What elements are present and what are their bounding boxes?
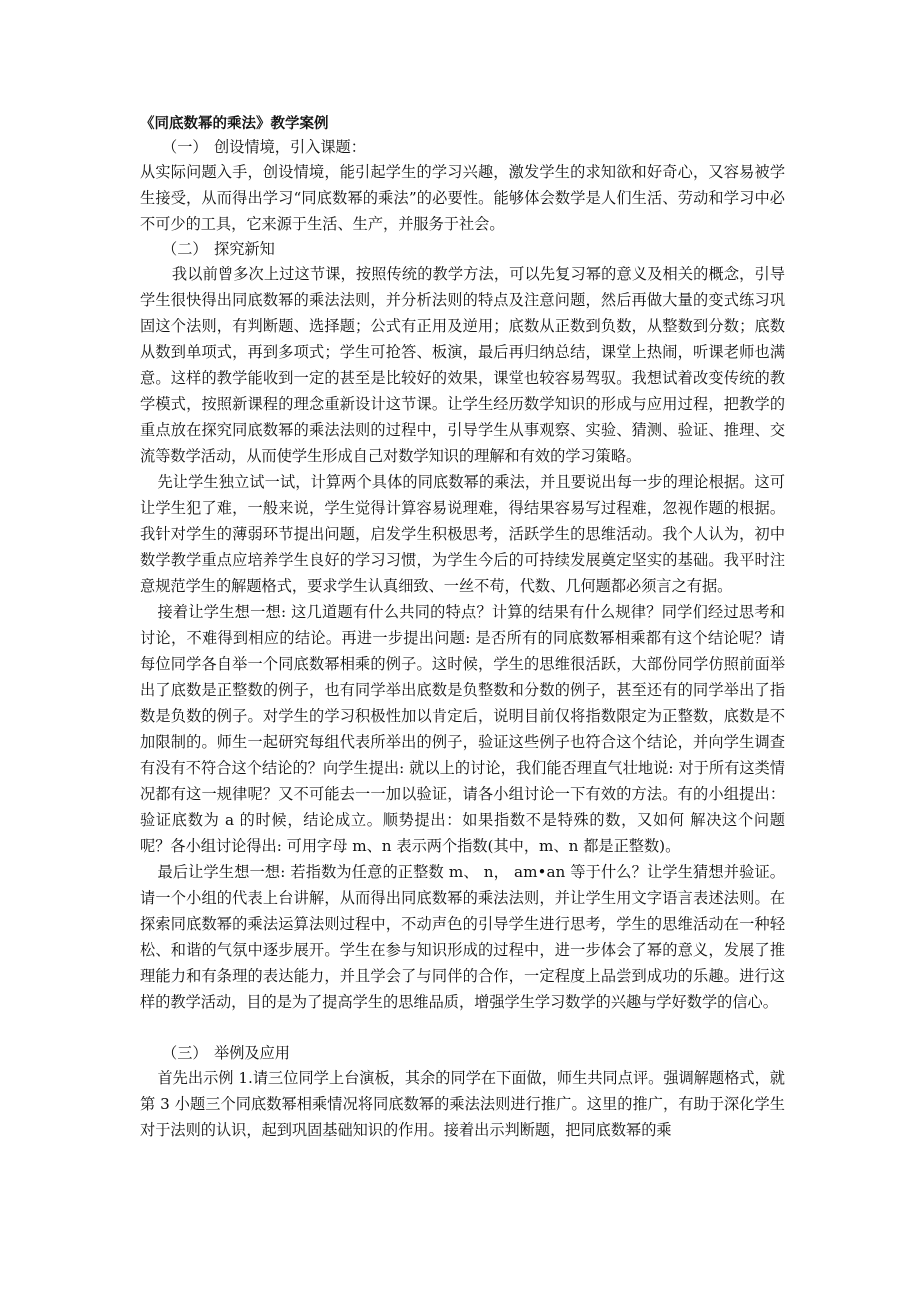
section-3-title: 举例及应用 xyxy=(214,1044,290,1062)
document-page xyxy=(140,113,785,1143)
section-2-title: 探究新知 xyxy=(214,240,275,258)
spacer xyxy=(140,1015,785,1041)
section-2-heading xyxy=(140,237,785,261)
section-2-paragraph-2: 先让学生独立试一试，计算两个具体的同底数幂的乘法，并且要说出每一步的理论根据。这可让学生犯了难，一般来说，学生觉得计算容易说理难，得结果容易写过程难，忽视作题的根据。我针对学生的薄弱环节提出问题，启发学生积极思考，活跃学生的思维活动。我个人认为，初中数学教学重点应培养学生良好的学习习惯，为学生今后的可持续发展奠定坚实的基础。我平时注意规范学生的解题格式，要求学生认真细致、一丝不苟，代数、几何题都必须言之有据。 xyxy=(140,473,785,595)
section-1-number: （一） xyxy=(162,138,208,156)
section-3-number: （三） xyxy=(162,1044,208,1062)
section-2-paragraph-3: 接着让学生想一想: 这几道题有什么共同的特点？计算的结果有什么规律？同学们经过思考和讨论，不难得到相应的结论。再进一步提出问题: 是否所有的同底数幂相乘都有这个结论呢？请每位同学各自举一个同底数幂相乘的例子。这时候，学生的思维很活跃，大部份同学仿照前面举出了底数是正整数的例子，也有同学举出底数是负整数和分数的例子，甚至还有的同学举出了指数是负数的例子。对学生的学习积极性加以肯定后，说明目前仅将指数限定为正整数，底数是不加限制的。师生一起研究每组代表所举出的例子，验证这些例子也符合这个结论，并向学生调查有没有不符合这个结论的？向学生提出: 就以上的讨论，我们能否理直气壮地说: 对于所有这类情况都有这一规律呢？又不可能去一一加以验证，请各小组讨论一下有效的方法。有的小组提出：验证底数为 a 的时候，结论成立。顺势提出：如果指数不是特殊的数，又如何 解决这个问题呢？各小组讨论得出: 可用字母 m、n 表示两个指数(其中，m、n 都是正整数)。 xyxy=(140,603,785,855)
section-3-heading xyxy=(140,1041,785,1065)
section-2-number: （二） xyxy=(162,240,208,258)
section-3-paragraph-1: 首先出示例 1.请三位同学上台演板，其余的同学在下面做，师生共同点评。强调解题格式，就第 3 小题三个同底数幂相乘情况将同底数幂的乘法法则进行推广。这里的推广，有助于深化学生对于法则的认识，起到巩固基础知识的作用。接着出示判断题，把同底数幂的乘 xyxy=(140,1069,785,1139)
section-1-paragraph-1: 从实际问题入手，创设情境，能引起学生的学习兴趣，激发学生的求知欲和好奇心，又容易被学生接受，从而得出学习“同底数幂的乘法”的必要性。能够体会数学是人们生活、劳动和学习中必不可少的工具，它来源于生活、生产，并服务于社会。 xyxy=(140,163,785,233)
section-2-paragraph-1: 我以前曾多次上过这节课，按照传统的教学方法，可以先复习幂的意义及相关的概念，引导学生很快得出同底数幂的乘法法则，并分析法则的特点及注意问题，然后再做大量的变式练习巩固这个法则，有判断题、选择题；公式有正用及逆用；底数从正数到负数，从整数到分数；底数从数到单项式，再到多项式；学生可抢答、板演，最后再归纳总结，课堂上热闹，听课老师也满意。这样的教学能收到一定的甚至是比较好的效果，课堂也较容易驾驭。我想试着改变传统的教学模式，按照新课程的理念重新设计这节课。让学生经历数学知识的形成与应用过程，把教学的重点放在探究同底数幂的乘法法则的过程中，引导学生从事观察、实验、猜测、验证、推理、交流等数学活动，从而使学生形成自己对数学知识的理解和有效的学习策略。 xyxy=(140,265,785,465)
section-1-heading xyxy=(140,135,785,159)
section-2-paragraph-4: 最后让学生想一想: 若指数为任意的正整数 m、 n， am•an 等于什么？让学生猜想并验证。请一个小组的代表上台讲解，从而得出同底数幂的乘法法则，并让学生用文字语言表述法则。在探索同底数幂的乘法运算法则过程中，不动声色的引导学生进行思考，学生的思维活动在一种轻松、和谐的气氛中逐步展开。学生在参与知识形成的过程中，进一步体会了幂的意义，发展了推理能力和有条理的表达能力，并且学会了与同伴的合作，一定程度上品尝到成功的乐趣。进行这样的教学活动，目的是为了提高学生的思维品质，增强学生学习数学的兴趣与学好数学的信心。 xyxy=(140,863,785,1011)
document-title: 《同底数幂的乘法》教学案例 xyxy=(140,116,329,132)
section-1-title: 创设情境，引入课题： xyxy=(214,138,366,156)
